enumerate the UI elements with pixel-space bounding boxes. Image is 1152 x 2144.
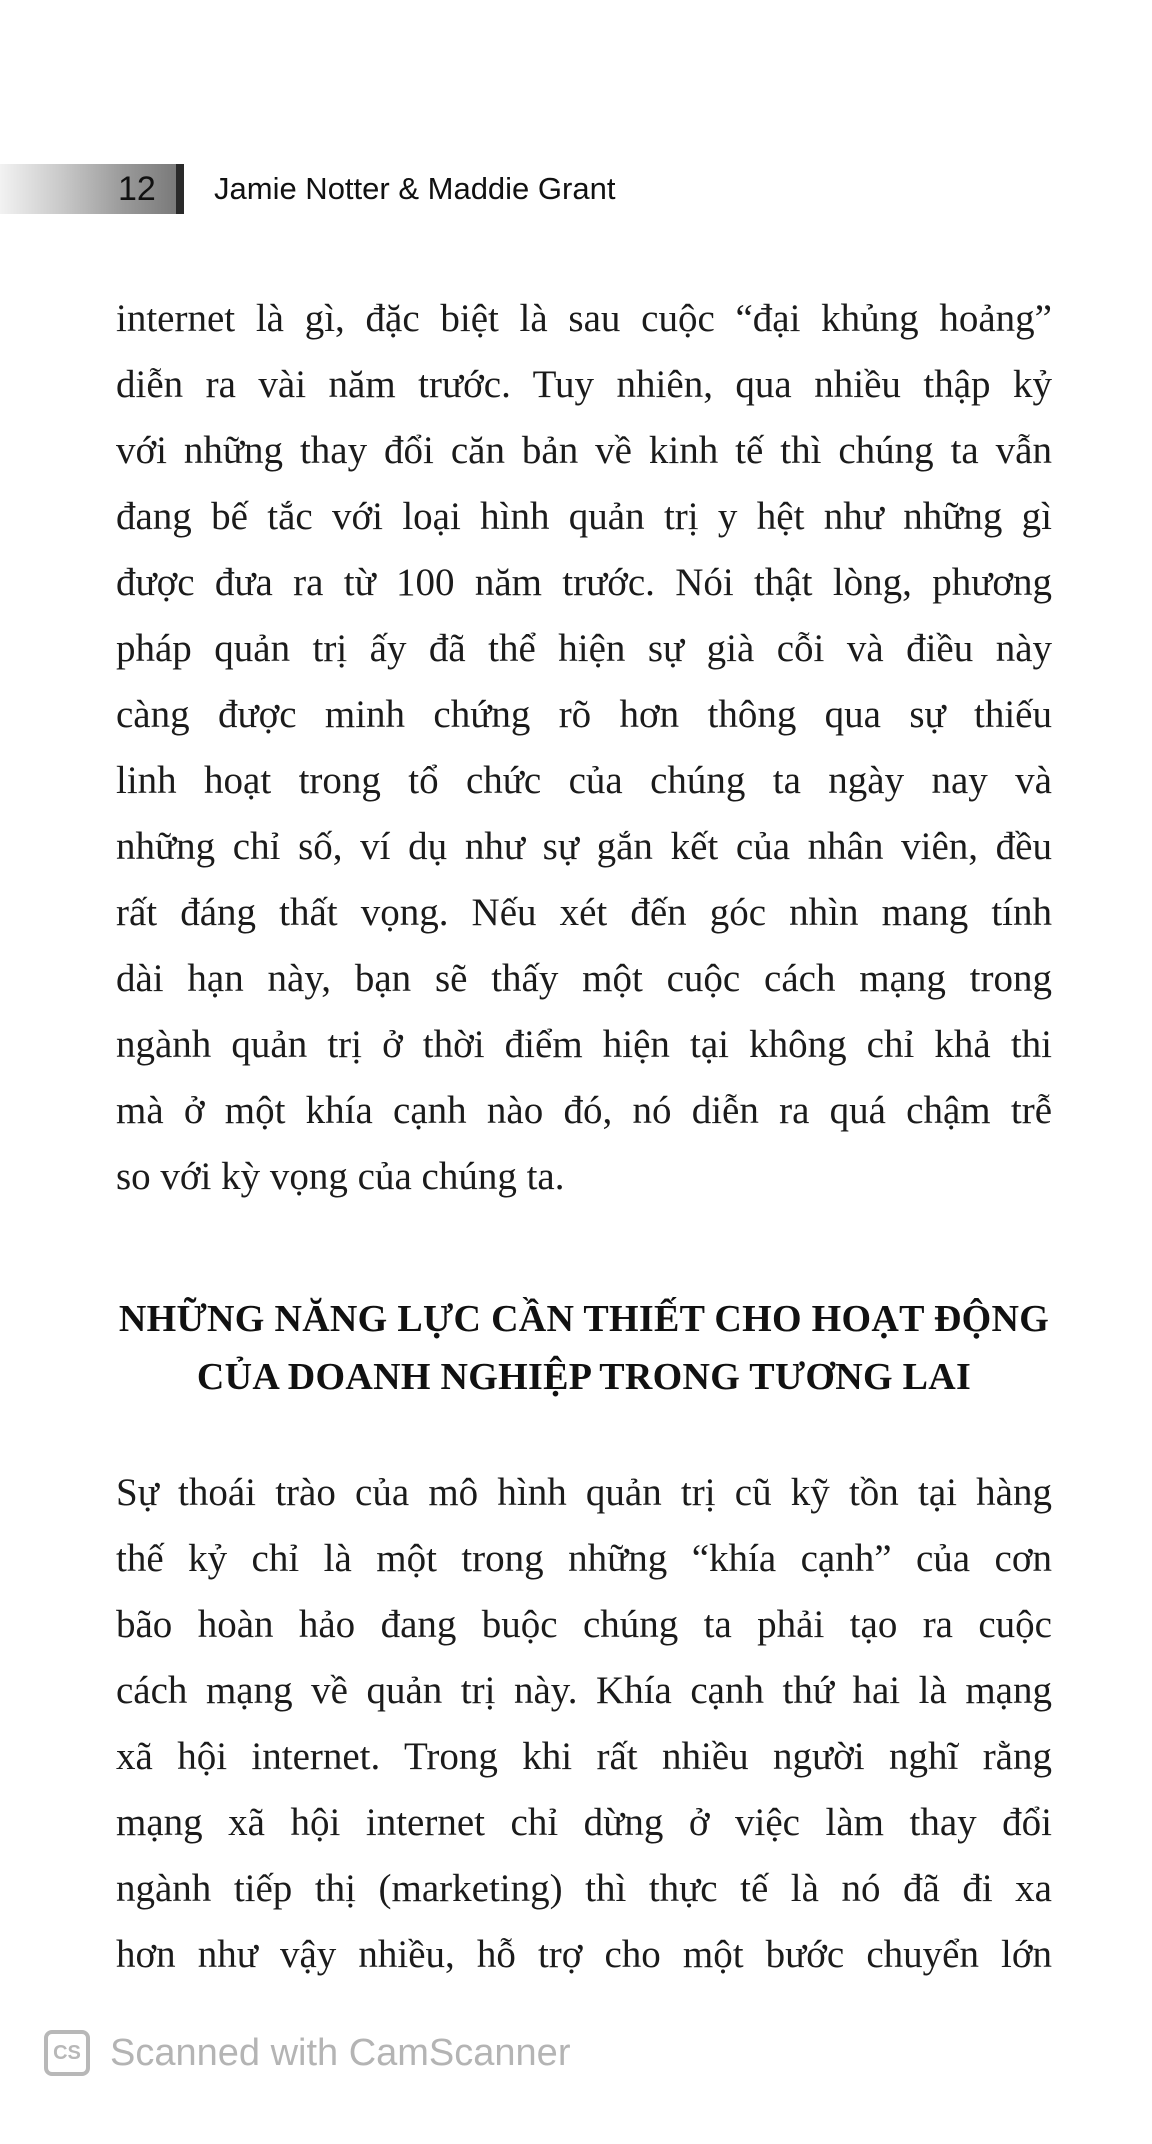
text-line: xã hội internet. Trong khi rất nhiều người nghĩ rằng	[116, 1735, 1052, 1778]
text-line: ngành tiếp thị (marketing) thì thực tế là nó đã đi xa	[116, 1867, 1052, 1910]
text-line: ngành quản trị ở thời điểm hiện tại không chỉ khả thi	[116, 1023, 1052, 1066]
text-line: mà ở một khía cạnh nào đó, nó diễn ra quá chậm trễ	[116, 1089, 1052, 1132]
text-line: bão hoàn hảo đang buộc chúng ta phải tạo ra cuộc	[116, 1603, 1052, 1646]
text-line: dài hạn này, bạn sẽ thấy một cuộc cách mạng trong	[116, 957, 1052, 1000]
camscanner-logo-text: CS	[53, 2041, 81, 2064]
page-number: 12	[118, 170, 156, 208]
text-line: so với kỳ vọng của chúng ta.	[116, 1155, 565, 1198]
text-line: được đưa ra từ 100 năm trước. Nói thật lòng, phương	[116, 561, 1052, 604]
text-line: mạng xã hội internet chỉ dừng ở việc làm thay đổi	[116, 1801, 1052, 1844]
watermark-text: Scanned with CamScanner	[110, 2031, 571, 2074]
camscanner-watermark	[44, 2022, 570, 2084]
body-paragraph-2	[116, 1460, 1052, 1988]
text-line: cách mạng về quản trị này. Khía cạnh thứ hai là mạng	[116, 1669, 1052, 1712]
text-line: với những thay đổi căn bản về kinh tế thì chúng ta vẫn	[116, 429, 1052, 472]
text-line: đang bế tắc với loại hình quản trị y hệt như những gì	[116, 495, 1052, 538]
text-line: rất đáng thất vọng. Nếu xét đến góc nhìn mang tính	[116, 891, 1052, 934]
running-title: Jamie Notter & Maddie Grant	[214, 171, 616, 206]
section-heading-line-1: NHỮNG NĂNG LỰC CẦN THIẾT CHO HOẠT ĐỘNG	[118, 1298, 1050, 1340]
text-line: hơn như vậy nhiều, hỗ trợ cho một bước chuyển lớn	[116, 1933, 1052, 1976]
text-line: diễn ra vài năm trước. Tuy nhiên, qua nhiều thập kỷ	[116, 363, 1052, 406]
section-heading-line-2: CỦA DOANH NGHIỆP TRONG TƯƠNG LAI	[196, 1356, 972, 1398]
body-paragraph-1	[116, 286, 1052, 1210]
text-line: thế kỷ chỉ là một trong những “khía cạnh” của cơn	[116, 1537, 1052, 1580]
text-line: những chỉ số, ví dụ như sự gắn kết của nhân viên, đều	[116, 825, 1052, 868]
text-line: càng được minh chứng rõ hơn thông qua sự thiếu	[116, 693, 1052, 736]
running-header	[0, 160, 1152, 222]
camscanner-logo-icon	[44, 2030, 90, 2076]
text-line: pháp quản trị ấy đã thể hiện sự già cỗi và điều này	[116, 627, 1052, 670]
section-heading	[116, 1290, 1052, 1406]
text-line: internet là gì, đặc biệt là sau cuộc “đại khủng hoảng”	[116, 297, 1052, 340]
text-line: linh hoạt trong tổ chức của chúng ta ngày nay và	[116, 759, 1052, 802]
text-line: Sự thoái trào của mô hình quản trị cũ kỹ tồn tại hàng	[116, 1471, 1052, 1514]
